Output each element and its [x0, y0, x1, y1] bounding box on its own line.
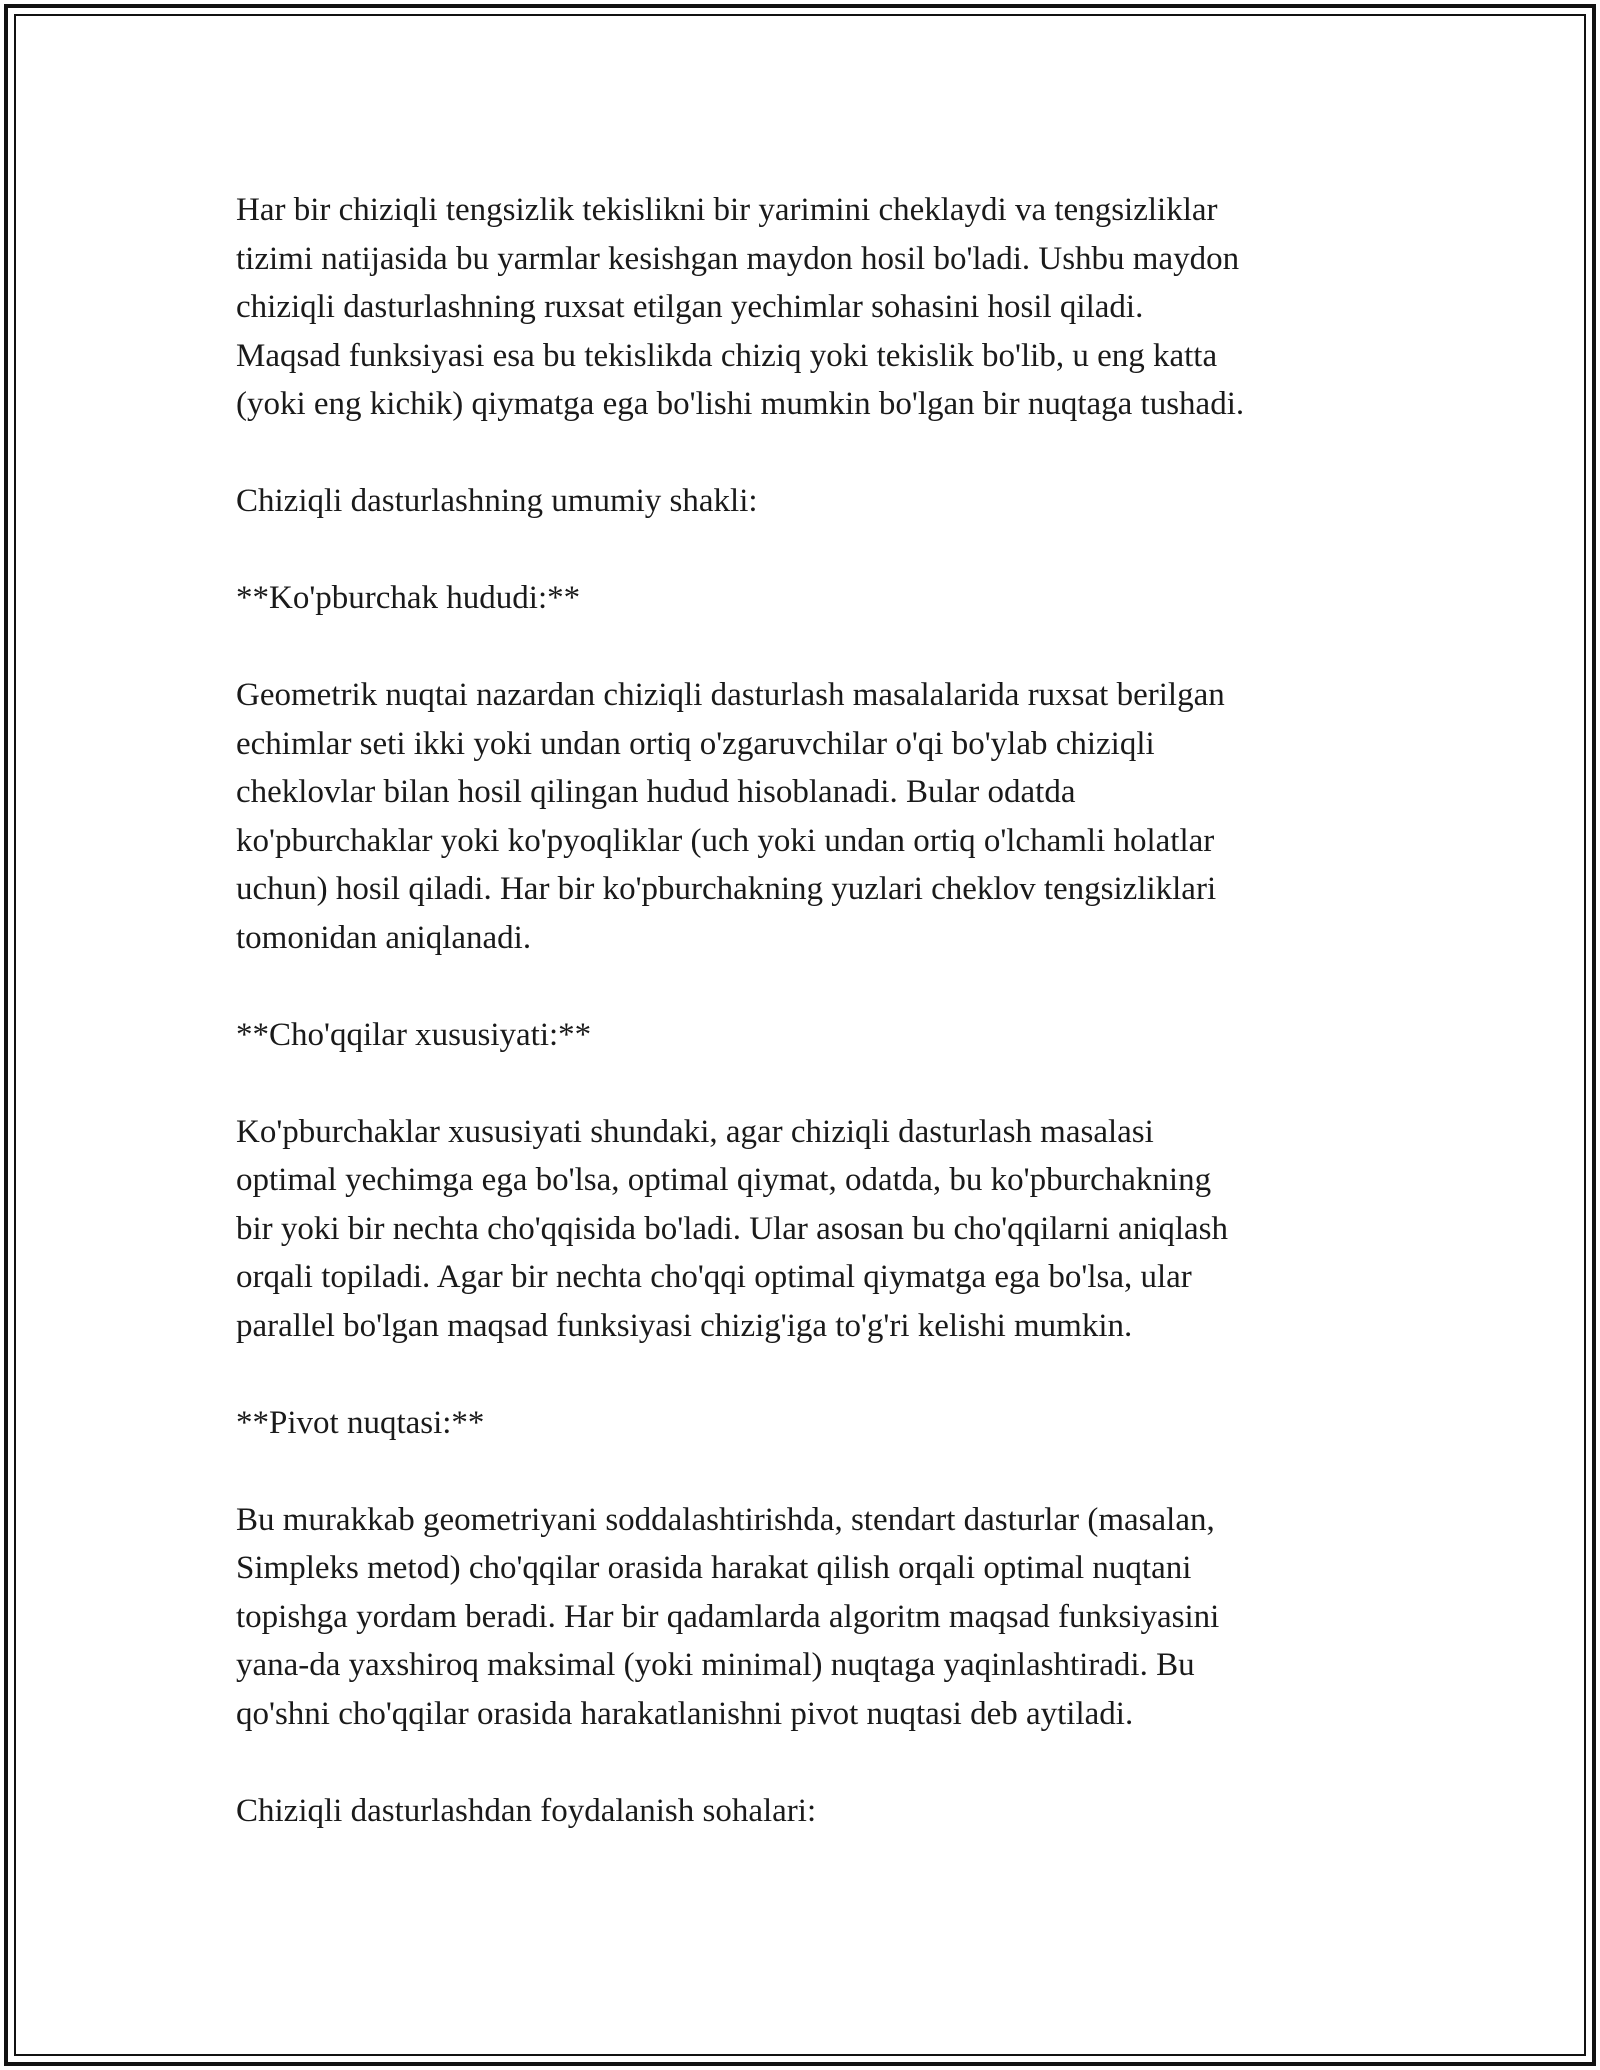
paragraph-general-form: Chiziqli dasturlashning umumiy shakli: — [236, 483, 758, 519]
paragraph-application-areas: Chiziqli dasturlashdan foydalanish sohalari: — [236, 1792, 817, 1829]
paragraph-feasible-region: Har bir chiziqli tengsizlik tekislikni bir yarimini cheklaydi va tengsizliklar tizimi natijasida bu yarmlar kesishgan maydon hosil bo'ladi. Ushbu maydon chiziqli dasturlashning ruxsat etilgan yechimlar sohasini hosil qiladi. Maqsad funksiyasi esa bu tekislikda chiziq yoki tekislik bo'lib, u eng katta (yoki eng kichik) qiymatga ega bo'lishi mumkin bo'lgan bir nuqtaga tushadi. — [236, 192, 1245, 422]
paragraph-polygon-region: Geometrik nuqtai nazardan chiziqli dasturlash masalalarida ruxsat berilgan echimlar seti ikki yoki undan ortiq o'zgaruvchilar o'qi bo'ylab chiziqli cheklovlar bilan hosil qilingan hudud hisoblanadi. Bular odatda ko'pburchaklar yoki ko'pyoqliklar (uch yoki undan ortiq o'lchamli holatlar uchun) hosil qiladi. Har bir ko'pburchakning yuzlari cheklov tengsizliklari tomonidan aniqlanadi. — [236, 677, 1225, 956]
document-body — [236, 186, 1366, 1835]
heading-polygon-region: **Ko'pburchak hududi:** — [236, 580, 581, 616]
heading-vertices-property: **Cho'qqilar xususiyati:** — [236, 1016, 592, 1053]
heading-pivot-point: **Pivot nuqtasi:** — [236, 1404, 485, 1441]
paragraph-vertices-property: Ko'pburchaklar xususiyati shundaki, agar chiziqli dasturlash masalasi optimal yechimga ega bo'lsa, optimal qiymat, odatda, bu ko'pburchakning bir yoki bir nechta cho'qqisida bo'ladi. Ular asosan bu cho'qqilarni aniqlash orqali topiladi. Agar bir nechta cho'qqi optimal qiymatga ega bo'lsa, ular parallel bo'lgan maqsad funksiyasi chizig'iga to'g'ri kelishi mumkin. — [236, 1113, 1229, 1344]
paragraph-pivot-point: Bu murakkab geometriyani soddalashtirishda, stendart dasturlar (masalan, Simpleks metod) cho'qqilar orasida harakat qilish orqali optimal nuqtani topishga yordam beradi. Har bir qadamlarda algoritm maqsad funksiyasini yana-da yaxshiroq maksimal (yoki minimal) nuqtaga yaqinlashtiradi. Bu qo'shni cho'qqilar orasida harakatlanishni pivot nuqtasi deb aytiladi. — [236, 1501, 1220, 1732]
